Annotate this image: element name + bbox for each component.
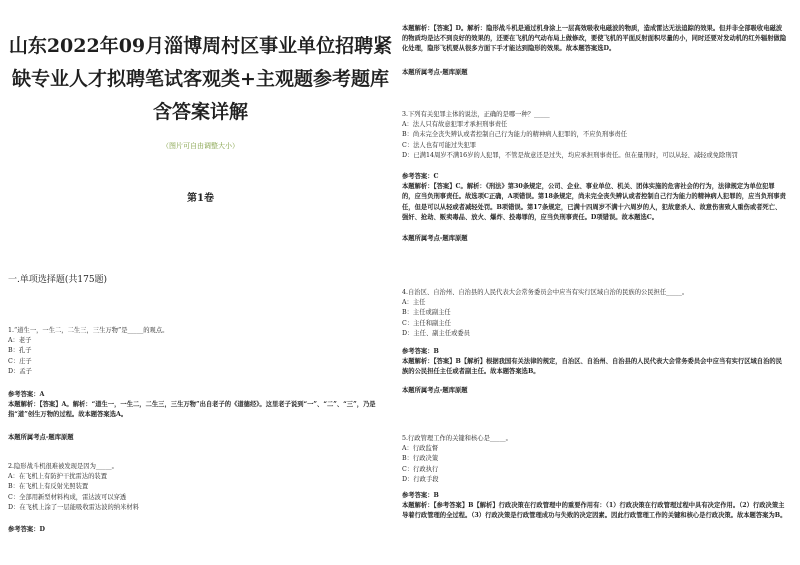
document-title: 山东2022年09月淄博周村区事业单位招聘紧缺专业人才拟聘笔试客观类+主观题参考题库含答案详解 [8, 35, 393, 123]
question-2-analysis [402, 24, 787, 78]
option: D：主任、副主任或委员 [402, 329, 471, 337]
knowledge-point: 本题所属考点-题库原题 [402, 386, 468, 394]
question-stem: 3.下列有关犯罪主体的说法，正确的是哪一种？_____ [402, 111, 550, 118]
question-3 [402, 110, 787, 244]
option: A：在飞机上有防护干扰雷达的装置 [8, 473, 108, 481]
knowledge-point: 本题所属考点-题库原题 [402, 235, 468, 243]
analysis: 本题解析：【答案】D。解析：隐形战斗机是通过机身涂上一层高效吸收电磁波的物质，造成雷达无法追踪的效果。但并非全部吸收电磁波的物质均是达不到良好的效果的，还要在飞机的气动布局上做修改，要使飞机的平面反射面积尽量的小，同时还要对发动机的红外辐射做隐化处理，隐形飞机要从很多方面下手才能达到隐形的效果。故本题答案选D。 [402, 25, 787, 53]
knowledge-point: 本题所属考点-题库原题 [402, 68, 468, 76]
question-stem: 1.“道生一，一生二，二生三，三生万物”是_____的观点。 [8, 327, 169, 334]
answer: 参考答案：B [402, 348, 439, 356]
question-stem: 2.隐形战斗机很难被发现是因为_____。 [8, 463, 118, 470]
option: C：主任和副主任 [402, 319, 451, 327]
question-stem: 5.行政管理工作的关键和核心是_____。 [402, 435, 512, 442]
volume-heading: 第1卷 [187, 193, 214, 204]
answer: 参考答案：A [8, 391, 45, 399]
analysis: 本题解析：【答案】A。解析：“道生一，一生二，二生三，三生万物”出自老子的《道德经》。这里老子说到“一”、“二”、“三”，乃是指“道”创生万物的过程。故本题答案选A。 [8, 401, 376, 419]
option: A：行政监督 [402, 445, 439, 453]
analysis: 本题解析：【参考答案】B【解析】行政决策在行政管理中的重要作用有：（1）行政决策在行政管理过程中具有决定作用。（2）行政决策主导着行政管理的全过程。（3）行政决策是行政管理成功与失败的决定因素。因此行政管理工作的关键和核心是行政决策。故本题答案为B。 [402, 502, 787, 520]
question-2 [8, 462, 393, 535]
option: D：已满14周岁不满16岁的人犯罪，不管是故意还是过失，均应承担刑事责任。但在量刑时，可以从轻、减轻或免除刑罚 [402, 151, 738, 159]
option: B：行政决策 [402, 455, 439, 463]
option: B：孔子 [8, 347, 32, 355]
section-heading: 一.单项选择题(共175题) [8, 275, 108, 285]
answer: 参考答案：D [8, 526, 45, 534]
analysis: 本题解析：【答案】B【解析】根据我国有关法律的规定，自治区、自治州、自治县的人民代表大会常务委员会中应当有实行区域自治的民族的公民担任主任或者副主任。故本题答案选B。 [402, 358, 782, 376]
question-stem: 4.自治区、自治州、自治县的人民代表大会常务委员会中应当有实行区域自治的民族的公民担任_____。 [402, 289, 689, 296]
answer: 参考答案：C [402, 173, 439, 181]
image-resize-note: （图片可自由调整大小） [162, 142, 239, 150]
option: D：行政手段 [402, 475, 439, 483]
question-1 [8, 326, 393, 443]
option: C：法人也有可能过失犯罪 [402, 141, 477, 149]
option: C：庄子 [8, 357, 32, 365]
option: B：在飞机上有反射光照装置 [8, 483, 89, 491]
option: D：在飞机上涂了一层能吸收雷达波的纳米材料 [8, 503, 139, 511]
question-5 [402, 434, 787, 522]
analysis: 本题解析：【答案】C。解析：《刑法》第30条规定，公司、企业、事业单位、机关、团体实施的危害社会的行为，法律规定为单位犯罪的，应当负刑事责任。故选项C正确，A项错误。第18条规定，尚未完全丧失辨认或者控制自己行为能力的精神病人犯罪的，应当负刑事责任，但是可以从轻或者减轻处罚。B项错误。第17条规定，已满十四周岁不满十六周岁的人，犯故意杀人、故意伤害致人重伤或者死亡、强奸、抢劫、贩卖毒品、放火、爆炸、投毒罪的，应当负刑事责任。D项错误。故本题选C。 [402, 183, 786, 221]
answer: 参考答案：B [402, 492, 439, 500]
option: C：全部用新型材料构成，雷达波可以穿透 [8, 493, 127, 501]
option: C：行政执行 [402, 465, 439, 473]
option: A：老子 [8, 337, 32, 345]
left-column [8, 0, 393, 534]
question-4 [402, 288, 787, 396]
option: B：主任或副主任 [402, 309, 451, 317]
option: A：主任 [402, 299, 426, 307]
option: B：尚未完全丧失辨认或者控制自己行为能力的精神病人犯罪的，不应负刑事责任 [402, 131, 628, 139]
knowledge-point: 本题所属考点-题库原题 [8, 433, 74, 441]
option: A：法人只有故意犯罪才承担刑事责任 [402, 121, 508, 129]
option: D：孟子 [8, 367, 32, 375]
